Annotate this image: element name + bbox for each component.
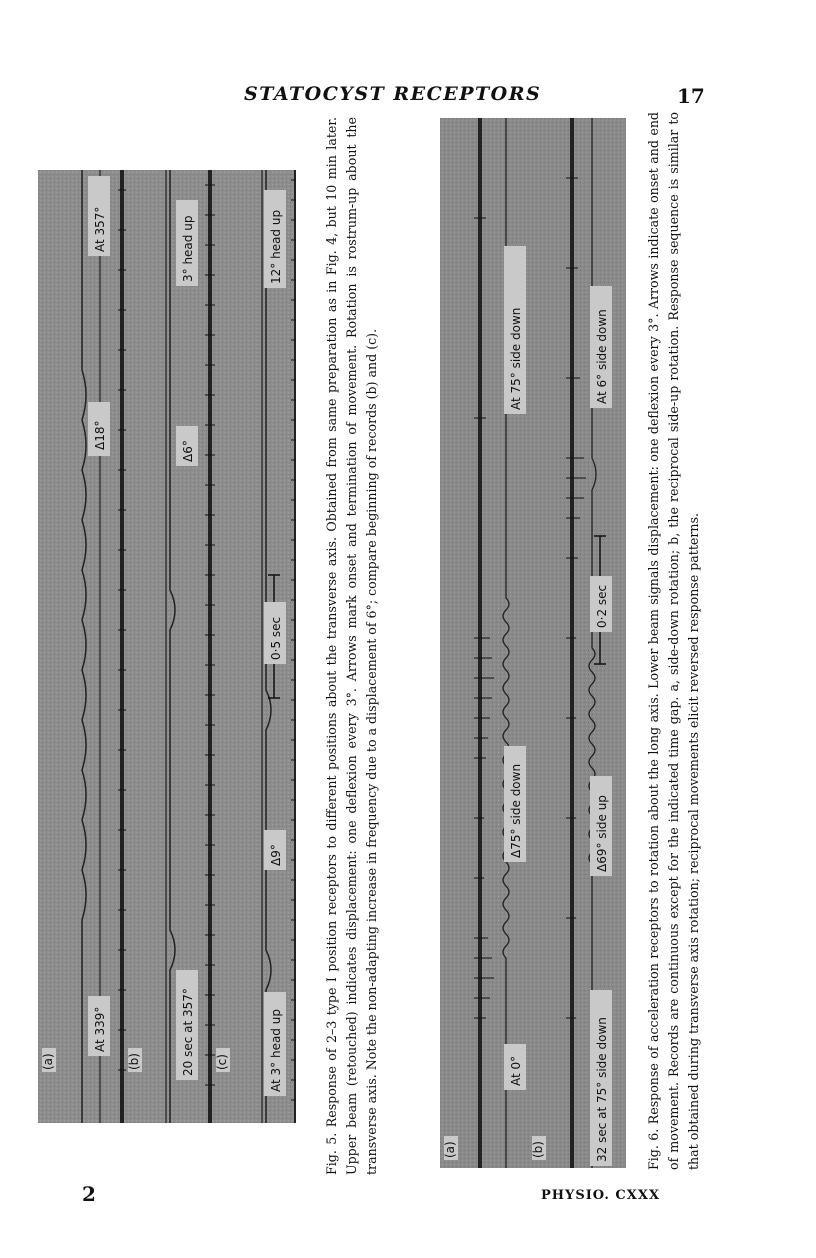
fig6-trace-a-start-label: At 0° — [509, 1055, 523, 1086]
fig5-trace-a-mid-label: Δ18° — [93, 420, 107, 450]
fig5-time-scale: 0·5 sec — [269, 616, 283, 660]
page-number: 17 — [677, 84, 705, 108]
journal-footer: PHYSIO. CXXX — [541, 1188, 661, 1203]
figure-6-caption — [644, 112, 704, 1170]
fig6-trace-b-id: (b) — [531, 1141, 545, 1158]
fig5-trace-c-start-label: At 3° head up — [269, 1009, 283, 1092]
running-title: STATOCYST RECEPTORS — [244, 83, 542, 105]
fig6-trace-a-id: (a) — [443, 1141, 457, 1158]
fig6-trace-a-end-label: At 75° side down — [509, 307, 523, 410]
fig6-trace-b-start-label: 32 sec at 75° side down — [595, 1017, 609, 1162]
fig5-trace-a-start-label: At 339° — [93, 1006, 107, 1052]
figure-6-image — [440, 118, 626, 1168]
figure-6-records — [440, 118, 626, 1168]
fig6-trace-b-mid-label: Δ69° side up — [595, 795, 609, 872]
fig6-trace-b-end-label: At 6° side down — [595, 309, 609, 404]
fig5-trace-c-mid-label: Δ9° — [269, 844, 283, 866]
figure-5-caption — [322, 117, 382, 1175]
fig5-trace-b-mid-label: Δ6° — [181, 440, 195, 462]
figure-5-caption-text: Fig. 5. Response of 2–3 type I position receptors to different positions about the transverse axis. Obtained from same preparation as in Fig. 4, but 10 min later. Upper beam (retouched) indicates displacement: one deflexion every 3°. Arrows mark onset and termination of movement. Rotation is rostrum-up about the transverse axis. Note the non-adapting increase in frequency due to a displacement of 6°; compare beginning of records (b) and (c). — [324, 117, 379, 1175]
fig5-trace-b-id: (b) — [127, 1053, 141, 1070]
figure-5-image — [38, 170, 296, 1123]
fig5-trace-b-start-label: 20 sec at 357° — [181, 988, 195, 1076]
fig6-trace-a-mid-label: Δ75° side down — [509, 763, 523, 858]
fig5-trace-c-id: (c) — [215, 1054, 229, 1070]
fig6-time-scale: 0·2 sec — [595, 584, 609, 628]
fig5-trace-a-end-label: At 357° — [93, 206, 107, 252]
figure-6-caption-text: Fig. 6. Response of acceleration receptors to rotation about the long axis. Lower beam signals displacement: one deflexion every 3°. Arrows indicate onset and end of movement. Records are continuous except for the indicated time gap. a, side-down rotation; b, the reciprocal side-up rotation. Response sequence is similar to that obtained during transverse axis rotation; reciprocal movements elicit reversed response patterns. — [646, 112, 701, 1170]
fig5-trace-c-end-label: 12° head up — [269, 209, 283, 284]
figure-5-records — [38, 170, 296, 1123]
folio: 2 — [82, 1182, 96, 1206]
fig5-trace-a-id: (a) — [41, 1053, 55, 1070]
fig5-trace-b-end-label: 3° head up — [181, 215, 195, 282]
